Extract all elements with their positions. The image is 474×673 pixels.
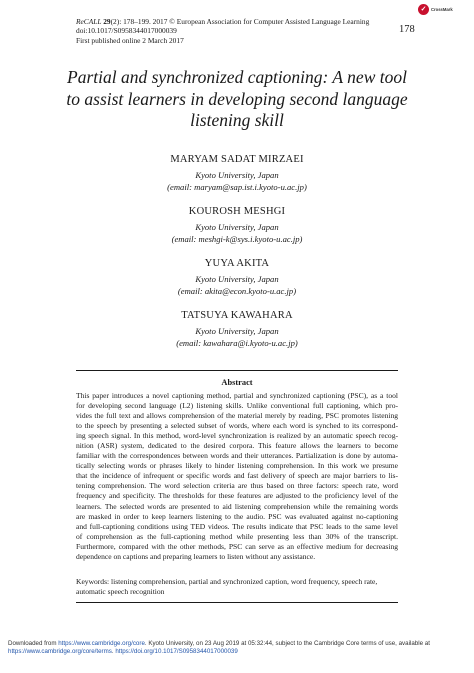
abstract-top-rule xyxy=(76,370,398,371)
abstract-bottom-rule xyxy=(76,602,398,603)
keywords-label: Keywords: xyxy=(76,577,110,586)
cambridge-core-link[interactable]: https://www.cambridge.org/core xyxy=(58,640,145,647)
author-block xyxy=(60,206,414,245)
abstract-line: Furthermore, compared with the other methods, PSC can serve as an effective medium for decreasing xyxy=(76,541,398,551)
author-name: TATSUYA KAWAHARA xyxy=(181,310,293,321)
abstract-line: that the incidence of infrequent or specific words and fast delivery of speech are major barriers to lis- xyxy=(76,471,398,481)
crossmark-icon: ✓ xyxy=(418,4,429,15)
crossmark-badge[interactable] xyxy=(418,2,458,16)
author-affiliation: Kyoto University, Japan xyxy=(195,274,279,284)
author-name: MARYAM SADAT MIRZAEI xyxy=(170,154,304,165)
author-name: YUYA AKITA xyxy=(204,258,270,269)
author-affiliation: Kyoto University, Japan xyxy=(195,170,279,180)
doi-link[interactable]: https://doi.org/10.1017/S0958344017000039 xyxy=(115,648,238,656)
journal-meta xyxy=(76,17,406,45)
publication-date: First published online 2 March 2017 xyxy=(76,35,184,45)
keywords-line: automatic speech recognition xyxy=(76,587,165,596)
author-block xyxy=(60,310,414,349)
abstract-line: ing speech signal. In this method, word-level synchronization is realized by an automatic speech recog- xyxy=(76,431,398,441)
footer-text: . Kyoto University, on 23 Aug 2019 at 05:32:44, subject to the Cambridge Core terms of use, available at xyxy=(144,640,430,647)
footer-prefix: Downloaded from xyxy=(8,640,59,647)
author-email: (email: akita@econ.kyoto-u.ac.jp) xyxy=(177,286,297,296)
author-affiliation: Kyoto University, Japan xyxy=(195,326,279,336)
abstract-line: learners. The selected words are presented to aid listening comprehension while the remaining words xyxy=(76,501,398,511)
abstract-line: familiar with the correspondences between words and their utterances. Partialization is done by automa- xyxy=(76,451,398,461)
footer-separator: . xyxy=(111,648,116,656)
paper-title: Partial and synchronized captioning: A new tool to assist learners in developing second language listening skill xyxy=(66,67,408,130)
terms-link[interactable]: https://www.cambridge.org/core/terms xyxy=(8,648,112,656)
abstract-line: are masked in order to keep learners listening to the audio. PSC was evaluated against no-captioning xyxy=(76,511,398,521)
author-email: (email: kawahara@i.kyoto-u.ac.jp) xyxy=(176,338,298,348)
abstract-heading: Abstract xyxy=(221,378,253,387)
abstract-line: tically selecting words or phrases likely to hinder listening comprehension. In this work we presume xyxy=(76,461,398,471)
abstract-body xyxy=(76,391,398,562)
abstract-line: for developing second language (L2) listening skills. Unlike conventional full captioning, which pro- xyxy=(76,401,398,411)
crossmark-label: CrossMark xyxy=(431,6,453,12)
page-number: 178 xyxy=(399,24,415,35)
keywords xyxy=(76,577,398,597)
download-footer xyxy=(8,640,468,656)
author-affiliation: Kyoto University, Japan xyxy=(195,222,279,232)
doi: doi:10.1017/S0958344017000039 xyxy=(76,26,177,36)
abstract-line: frequency and specificity. The thresholds for these features are adjusted to the proficiency level of the xyxy=(76,491,398,501)
author-block xyxy=(60,258,414,297)
author-name: KOUROSH MESHGI xyxy=(188,206,286,217)
abstract-line: of comprehension as the full-captioning method while presenting less than 30% of the transcript. xyxy=(76,531,398,541)
abstract-line: vides the full text and allows comprehension of the material merely by reading, PSC promotes listening xyxy=(76,411,398,421)
author-email: (email: maryam@sap.ist.i.kyoto-u.ac.jp) xyxy=(167,182,307,192)
author-block xyxy=(60,154,414,193)
abstract-line: nition (ASR) system, dedicated to the desired corpora. This feature allows the learners to become xyxy=(76,441,398,451)
abstract-line: tening comprehension. The word selection criteria are thus based on three factors: speech rate, word xyxy=(76,481,398,491)
abstract-line: to the speech by presenting a selected subset of words, where each word is synched to its correspond- xyxy=(76,421,398,431)
abstract-line: This paper introduces a novel captioning method, partial and synchronized captioning (PSC), as a tool xyxy=(76,391,398,400)
author-email: (email: meshgi-k@sys.i.kyoto-u.ac.jp) xyxy=(171,234,303,244)
abstract-line: and full-captioning conditions using TED videos. The results indicate that PSC leads to the same level xyxy=(76,521,398,531)
abstract-line: dependence on captions and preparing learners to listen without any assistance. xyxy=(76,551,316,561)
journal-citation: ReCALL 29(2): 178–199. 2017 © European Association for Computer Assisted Language Learning xyxy=(76,17,370,26)
keywords-line: listening comprehension, partial and synchronized caption, word frequency, speech rate, xyxy=(111,577,378,586)
